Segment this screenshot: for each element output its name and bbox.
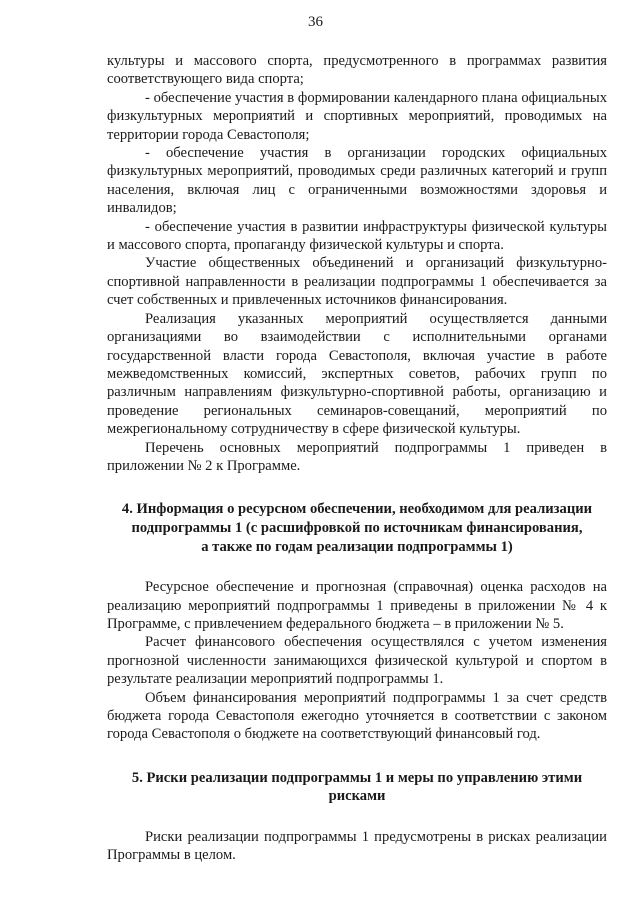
paragraph: культуры и массового спорта, предусмотренного в программах развития соответствующего вида спорта; [107, 53, 607, 88]
paragraph: Ресурсное обеспечение и прогнозная (справочная) оценка расходов на реализацию мероприятий подпрограммы 1 приведены в приложении № 4 к Программе, с привлечением федерального бюджета – в приложении № 5. [107, 579, 607, 632]
heading-line: а также по годам реализации подпрограммы 1) [201, 538, 513, 555]
heading-line: 5. Риски реализации подпрограммы 1 и меры по управлению этими [131, 769, 583, 786]
bullet-item: - обеспечение участия в формировании календарного плана официальных физкультурных мероприятий и спортивных мероприятий, проводимых на территории города Севастополя; [107, 89, 607, 143]
heading-line: подпрограммы 1 (с расшифровкой по источникам финансирования, [131, 519, 583, 536]
bullet-item: - обеспечение участия в организации городских официальных физкультурных мероприятий, проводимых среди различных категорий и групп населения, включая лиц с ограниченными возможностями здоровья и инвалидов; [107, 145, 607, 217]
section-heading [107, 500, 607, 556]
paragraph: Участие общественных объединений и организаций физкультурно-спортивной направленности в реализации подпрограммы 1 обеспечивается за счет собственных и привлеченных источников финансирования. [107, 255, 607, 309]
paragraph: Реализация указанных мероприятий осуществляется данными организациями во взаимодействии с исполнительными органами государственной власти города Севастополя, включая участие в работе межведомственных комиссий, экспертных советов, рабочих групп по различным направлениям физкультурно-спортивной работы, организацию и проведение региональных семинаров-совещаний, мероприятий по межрегиональному сотрудничеству в сфере физической культуры. [107, 310, 607, 438]
paragraph: Объем финансирования мероприятий подпрограммы 1 за счет средств бюджета города Севастополя ежегодно уточняется в соответствии с законом города Севастополя о бюджете на соответствующий финансовый год. [107, 689, 607, 743]
paragraph: Расчет финансового обеспечения осуществлялся с учетом изменения прогнозной численности занимающихся физической культурой и спортом в результате реализации мероприятий подпрограммы 1. [107, 634, 607, 688]
page-number: 36 [308, 14, 323, 30]
paragraph: Риски реализации подпрограммы 1 предусмотрены в рисках реализации Программы в целом. [107, 828, 607, 864]
document-body [107, 52, 607, 865]
section-heading [107, 769, 607, 806]
bullet-item: - обеспечение участия в развитии инфраструктуры физической культуры и массового спорта, пропаганду физической культуры и спорта. [107, 218, 607, 254]
paragraph: Перечень основных мероприятий подпрограммы 1 приведен в приложении № 2 к Программе. [107, 439, 607, 474]
heading-line: рисками [328, 788, 386, 805]
heading-line: 4. Информация о ресурсном обеспечении, необходимом для реализации [121, 501, 593, 518]
